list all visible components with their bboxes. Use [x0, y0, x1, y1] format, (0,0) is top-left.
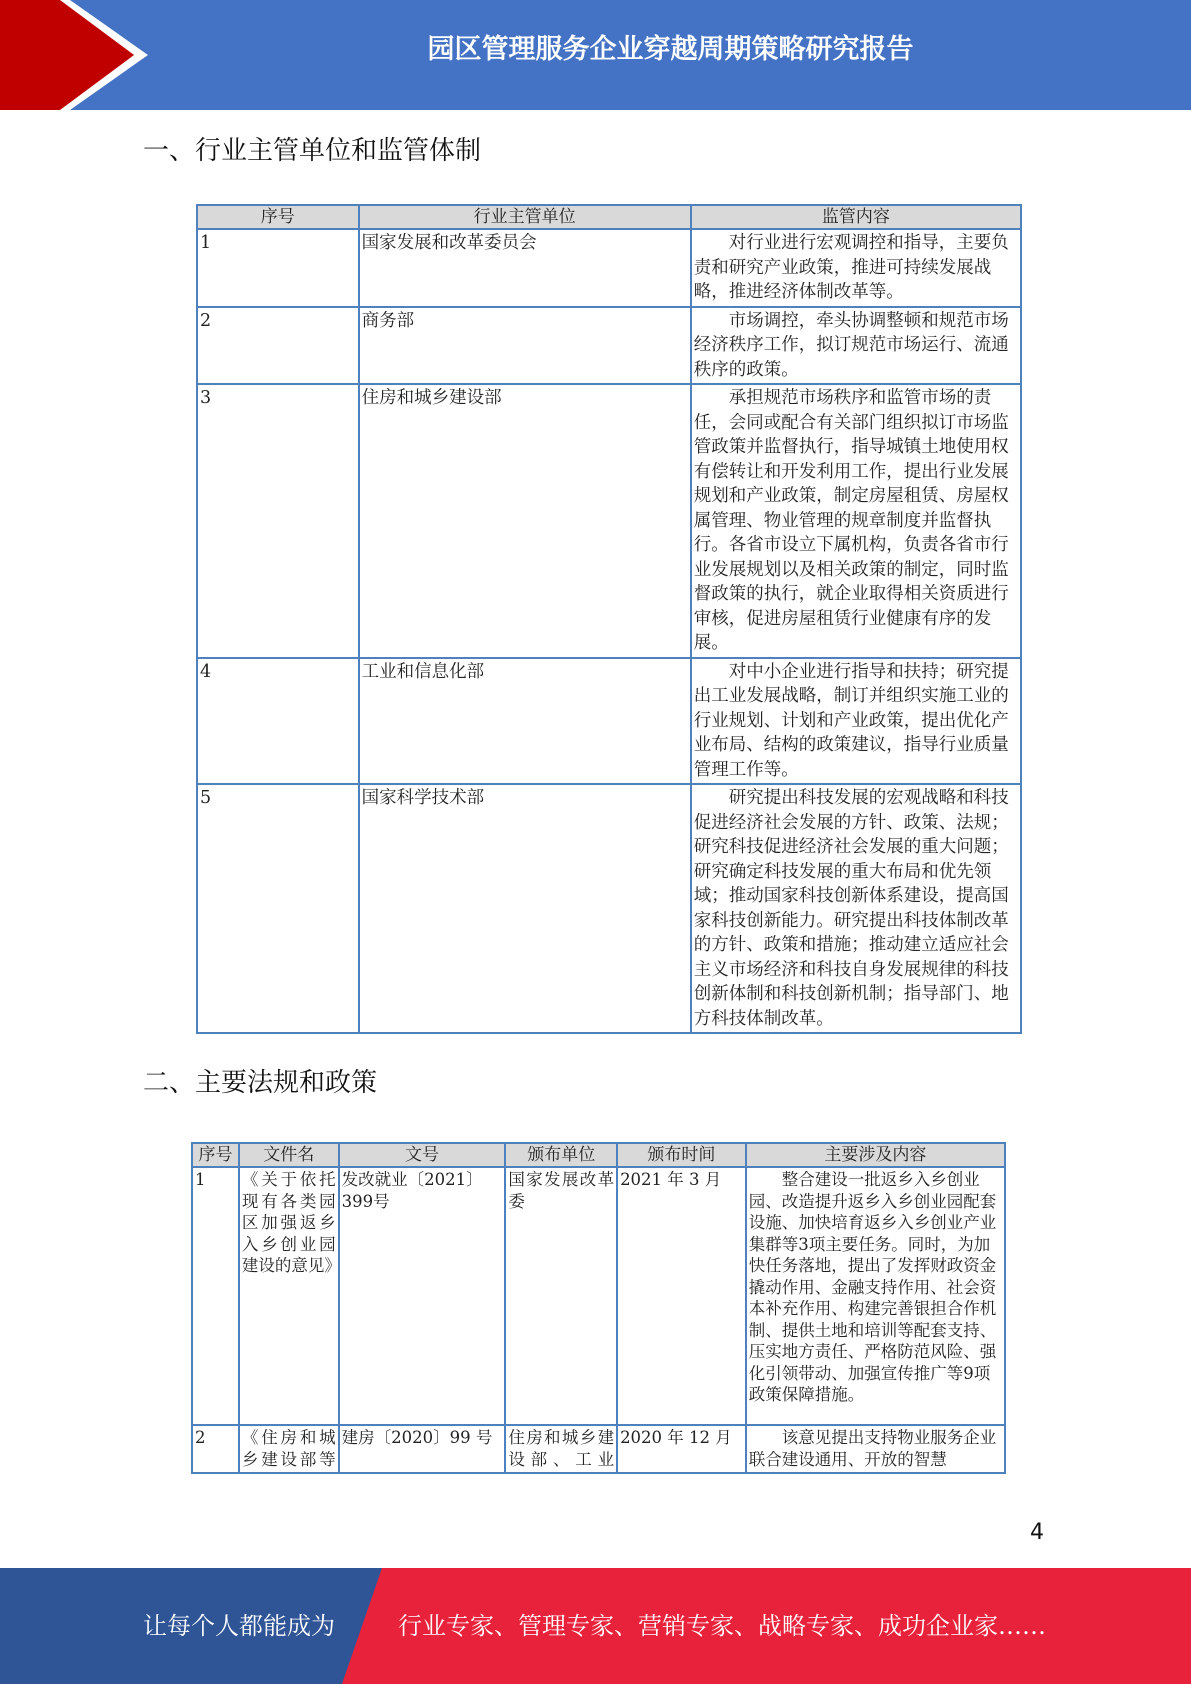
cell-no: 4: [197, 658, 359, 785]
col-header-date: 颁布时间: [617, 1143, 746, 1167]
cell-content: 该意见提出支持物业服务企业联合建设通用、开放的智慧: [746, 1425, 1005, 1473]
cell-no: 3: [197, 384, 359, 658]
table-header-row: [192, 1143, 1005, 1167]
cell-content: 对行业进行宏观调控和指导，主要负责和研究产业政策，推进可持续发展战略，推进经济体制改革等。: [691, 229, 1021, 307]
cell-unit: 商务部: [359, 307, 691, 385]
cell-name: 《关于依托现有各类园区加强返乡入乡创业园建设的意见》: [239, 1167, 339, 1425]
cell-no: 5: [197, 784, 359, 1033]
table-row: [197, 384, 1021, 658]
table-row: [197, 784, 1021, 1033]
header-chevron-icon: [0, 0, 160, 110]
cell-content: 市场调控，牵头协调整顿和规范市场经济秩序工作，拟订规范市场运行、流通秩序的政策。: [691, 307, 1021, 385]
page-footer: [0, 1568, 1191, 1684]
cell-unit: 国家科学技术部: [359, 784, 691, 1033]
cell-issuer: 国家发展改革委: [505, 1167, 617, 1425]
cell-content: 承担规范市场秩序和监管市场的责任，会同或配合有关部门组织拟订市场监管政策并监督执行，指导城镇土地使用权有偿转让和开发利用工作，提出行业发展规划和产业政策，制定房屋租赁、房屋权属管理、物业管理的规章制度并监督执行。各省市设立下属机构，负责各省市行业发展规划以及相关政策的制定，同时监督政策的执行，就企业取得相关资质进行审核，促进房屋租赁行业健康有序的发展。: [691, 384, 1021, 658]
footer-slogan-right: 行业专家、管理专家、营销专家、战略专家、成功企业家……: [398, 1612, 1046, 1640]
report-title: 园区管理服务企业穿越周期策略研究报告: [427, 34, 914, 65]
table-row: [192, 1425, 1005, 1473]
cell-content: 研究提出科技发展的宏观战略和科技促进经济社会发展的方针、政策、法规；研究科技促进经济社会发展的重大问题；研究确定科技发展的重大布局和优先领域；推动国家科技创新体系建设，提高国家科技创新能力。研究提出科技体制改革的方针、政策和措施；推动建立适应社会主义市场经济和科技自身发展规律的科技创新体制和科技创新机制；指导部门、地方科技体制改革。: [691, 784, 1021, 1033]
cell-unit: 住房和城乡建设部: [359, 384, 691, 658]
cell-doc-no: 发改就业〔2021〕399号: [339, 1167, 506, 1425]
cell-date: 2021 年 3 月: [617, 1167, 746, 1425]
cell-content: 对中小企业进行指导和扶持；研究提出工业发展战略，制订并组织实施工业的行业规划、计划和产业政策，提出优化产业布局、结构的政策建议，指导行业质量管理工作等。: [691, 658, 1021, 785]
cell-no: 2: [192, 1425, 239, 1473]
section-heading-supervision: 一、行业主管单位和监管体制: [143, 136, 482, 166]
regulations-table: [191, 1142, 1006, 1474]
page-header: [0, 0, 1191, 110]
cell-content: 整合建设一批返乡入乡创业园、改造提升返乡入乡创业园配套设施、加快培育返乡入乡创业产业集群等3项主要任务。同时，为加快任务落地，提出了发挥财政资金撬动作用、金融支持作用、社会资本补充作用、构建完善银担合作机制、提供土地和培训等配套支持、压实地方责任、严格防范风险、强化引领带动、加强宣传推广等9项政策保障措施。: [746, 1167, 1005, 1425]
cell-no: 1: [192, 1167, 239, 1425]
cell-unit: 国家发展和改革委员会: [359, 229, 691, 307]
col-header-content: 主要涉及内容: [746, 1143, 1005, 1167]
col-header-no: 序号: [192, 1143, 239, 1167]
col-header-unit: 行业主管单位: [359, 205, 691, 229]
col-header-no: 序号: [197, 205, 359, 229]
cell-unit: 工业和信息化部: [359, 658, 691, 785]
section-heading-regulations: 二、主要法规和政策: [143, 1068, 378, 1098]
table-row: [197, 307, 1021, 385]
cell-no: 2: [197, 307, 359, 385]
cell-doc-no: 建房〔2020〕99 号: [339, 1425, 506, 1473]
table-row: [197, 229, 1021, 307]
col-header-doc-no: 文号: [339, 1143, 506, 1167]
table-row: [192, 1167, 1005, 1425]
col-header-name: 文件名: [239, 1143, 339, 1167]
cell-date: 2020 年 12 月: [617, 1425, 746, 1473]
cell-name: 《住房和城乡建设部等: [239, 1425, 339, 1473]
table-row: [197, 658, 1021, 785]
page-number: 4: [1030, 1520, 1044, 1545]
cell-issuer: 住房和城乡建设部、工业: [505, 1425, 617, 1473]
supervision-table: [196, 204, 1022, 1034]
col-header-content: 监管内容: [691, 205, 1021, 229]
footer-slogan-left: 让每个人都能成为: [143, 1612, 335, 1640]
col-header-issuer: 颁布单位: [505, 1143, 617, 1167]
cell-no: 1: [197, 229, 359, 307]
table-header-row: [197, 205, 1021, 229]
